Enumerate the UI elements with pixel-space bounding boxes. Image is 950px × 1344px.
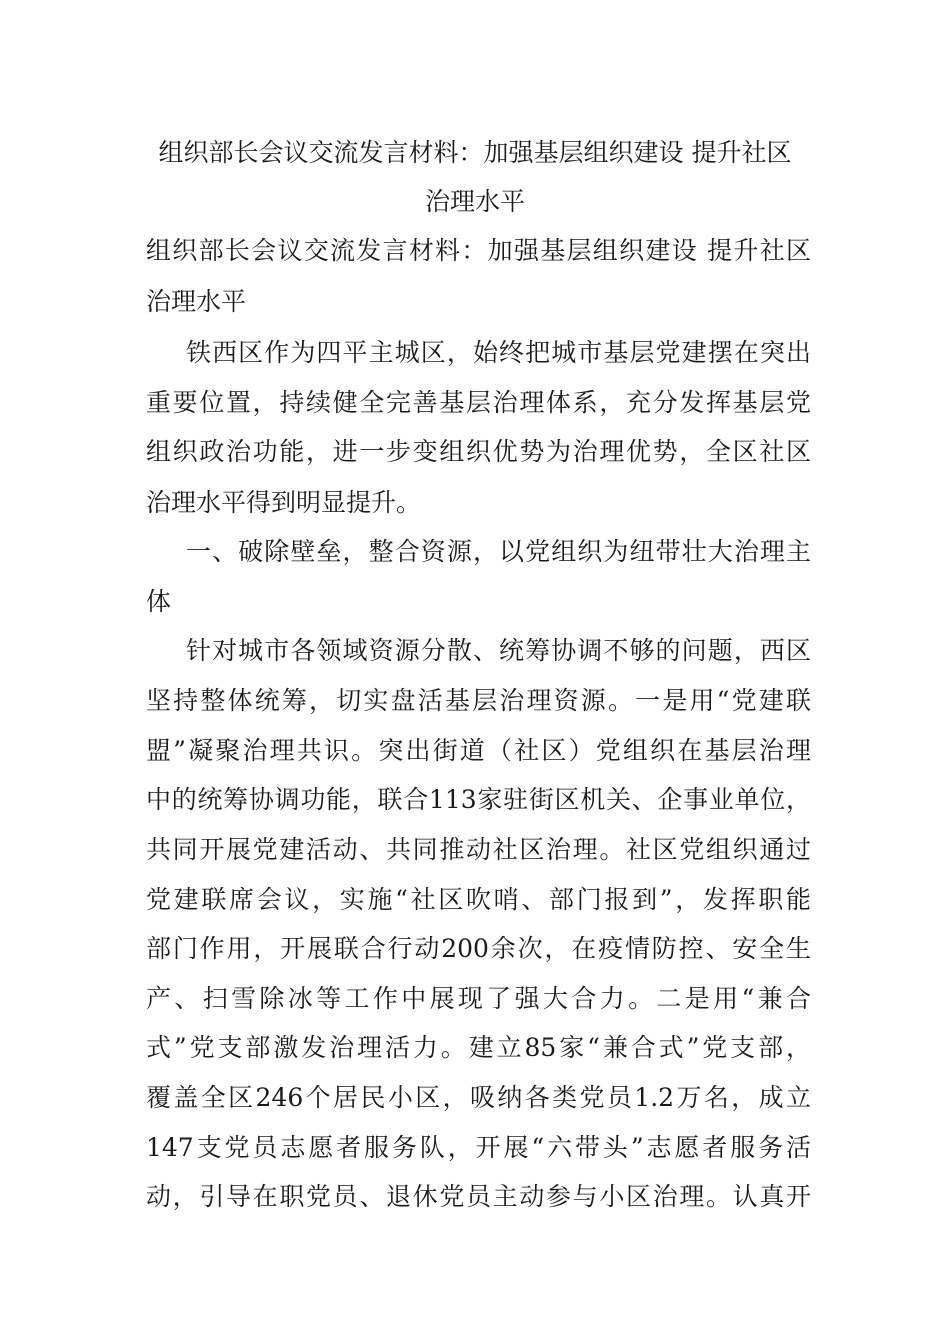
paragraph-2-line-8: 产、扫雪除冰等工作中展现了强大合力。二是用“兼合	[146, 984, 811, 1013]
heading-line-2: 治理水平	[146, 287, 247, 316]
heading-line-1: 组织部长会议交流发言材料：加强基层组织建设 提升社区	[146, 236, 811, 265]
paragraph-2-line-7: 部门作用，开展联合行动200余次，在疫情防控、安全生	[146, 934, 811, 963]
paragraph-2-line-2: 坚持整体统筹，切实盘活基层治理资源。一是用“党建联	[146, 686, 811, 715]
document-title-line-1: 组织部长会议交流发言材料：加强基层组织建设 提升社区	[158, 138, 792, 167]
paragraph-1-line-1: 铁西区作为四平主城区，始终把城市基层党建摆在突出	[186, 338, 811, 367]
paragraph-1-line-3: 组织政治功能，进一步变组织优势为治理优势，全区社区	[146, 437, 811, 466]
paragraph-2-line-9: 式”党支部激发治理活力。建立85家“兼合式”党支部，	[146, 1033, 811, 1062]
paragraph-2-line-11: 147支党员志愿者服务队，开展“六带头”志愿者服务活	[146, 1133, 811, 1162]
document-title-line-2: 治理水平	[424, 187, 525, 216]
section-1-heading-line-2: 体	[146, 587, 172, 616]
paragraph-2-line-3: 盟”凝聚治理共识。突出街道（社区）党组织在基层治理	[146, 736, 811, 765]
paragraph-2-line-10: 覆盖全区246个居民小区，吸纳各类党员1.2万名，成立	[146, 1083, 811, 1112]
section-1-heading-line-1: 一、破除壁垒，整合资源，以党组织为纽带壮大治理主	[186, 537, 811, 566]
paragraph-2-line-1: 针对城市各领域资源分散、统筹协调不够的问题，西区	[186, 636, 811, 665]
paragraph-1-line-2: 重要位置，持续健全完善基层治理体系，充分发挥基层党	[146, 388, 811, 417]
paragraph-1-line-4: 治理水平得到明显提升。	[146, 488, 422, 517]
paragraph-2-line-5: 共同开展党建活动、共同推动社区治理。社区党组织通过	[146, 835, 811, 864]
paragraph-2-line-4: 中的统筹协调功能，联合113家驻街区机关、企事业单位，	[146, 785, 811, 814]
paragraph-2-line-12: 动，引导在职党员、退休党员主动参与小区治理。认真开	[146, 1182, 811, 1211]
paragraph-2-line-6: 党建联席会议，实施“社区吹哨、部门报到”，发挥职能	[146, 885, 811, 914]
